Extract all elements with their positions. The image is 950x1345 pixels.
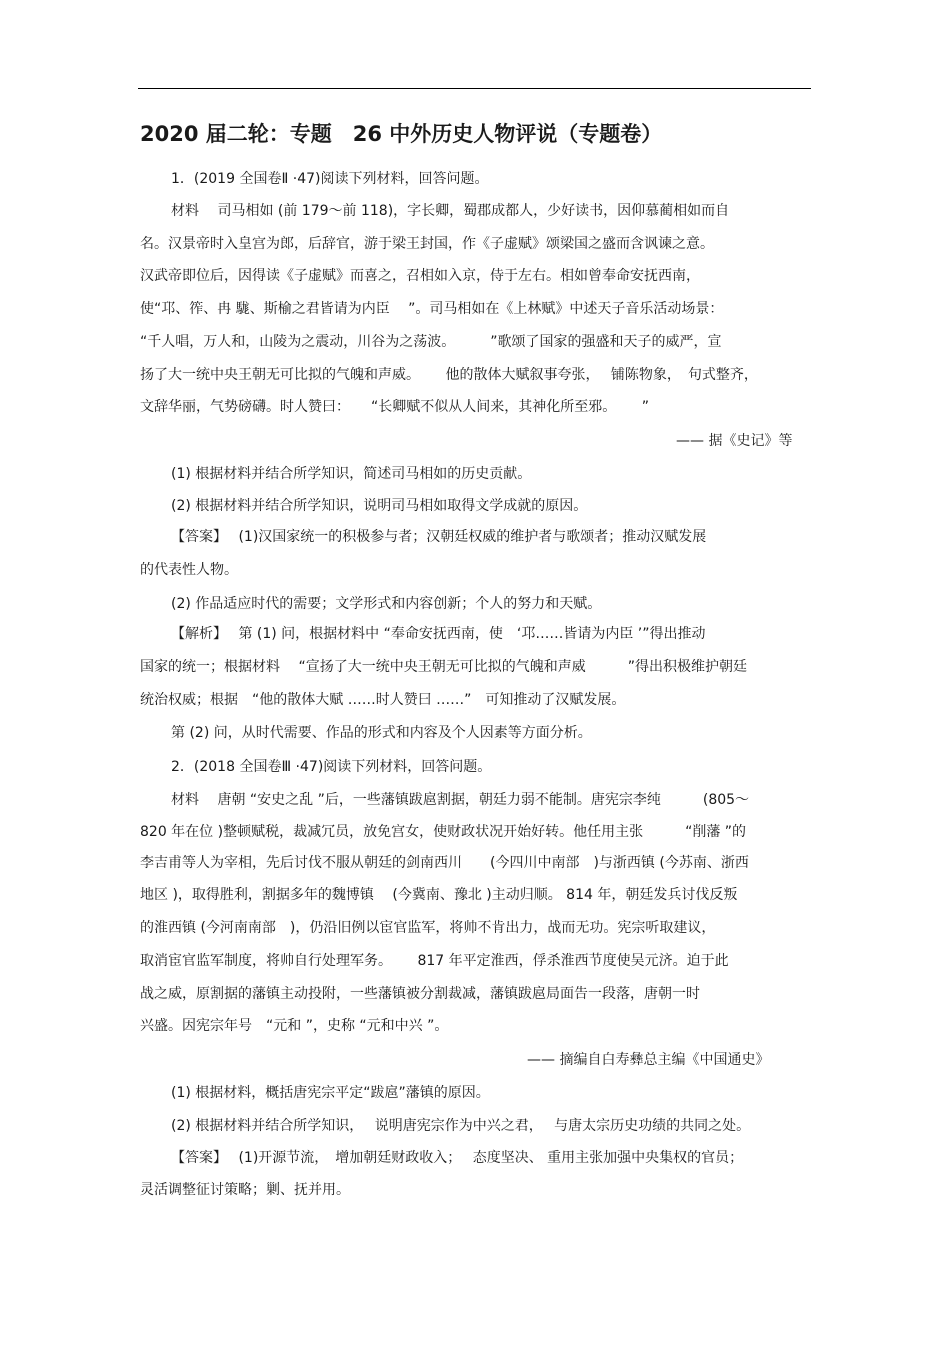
material-1-line: 名。汉景帝时入皇宫为郎，后辞官，游于梁王封国，作《子虚赋》颂梁国之盛而含讽谏之意。 (140, 236, 714, 252)
material-2-line: 的淮西镇 (今河南南部 )，仍沿旧例以宦官监军，将帅不肯出力，战而无功。宪宗听取建议， (140, 920, 716, 936)
answer-2-line: 灵活调整征讨策略；剿、抚并用。 (140, 1182, 350, 1198)
question-1-sub-1: (1) 根据材料并结合所学知识，简述司马相如的历史贡献。 (171, 466, 532, 482)
answer-1-line: 的代表性人物。 (140, 562, 238, 578)
question-2-heading: 2．(2018 全国卷Ⅲ ·47)阅读下列材料，回答问题。 (171, 759, 492, 775)
material-2-line: 取消宦官监军制度，将帅自行处理军务。 817 年平定淮西，俘杀淮西节度使吴元济。迫于此 (140, 953, 729, 969)
question-2-sub-2: (2) 根据材料并结合所学知识， 说明唐宪宗作为中兴之君， 与唐太宗历史功绩的共同之处。 (171, 1118, 751, 1134)
material-1-line: 使“邛、筰、冉 駹、斯榆之君皆请为内臣 ”。司马相如在《上林赋》中述天子音乐活动场景： (140, 301, 724, 317)
answer-1-line: (2) 作品适应时代的需要；文学形式和内容创新；个人的努力和天赋。 (171, 596, 602, 612)
answer-2-line: 【答案】 (1)开源节流， 增加朝廷财政收入； 态度坚决、 重用主张加强中央集权的官员； (171, 1150, 744, 1166)
material-2-line: 820 年在位 )整顿赋税，裁减冗员，放免宫女，使财政状况开始好转。他任用主张 “削藩 ”的 (140, 824, 747, 840)
material-1-line: “千人唱，万人和，山陵为之震动，川谷为之荡波。 ”歌颂了国家的强盛和天子的威严，宣 (140, 334, 722, 350)
material-1-source: —— 据《史记》等 (676, 433, 793, 449)
material-1-line: 汉武帝即位后，因得读《子虚赋》而喜之，召相如入京，侍于左右。相如曾奉命安抚西南， (140, 268, 700, 284)
header-rule (138, 88, 811, 89)
question-1-sub-2: (2) 根据材料并结合所学知识，说明司马相如取得文学成就的原因。 (171, 498, 588, 514)
answer-1-line: 【答案】 (1)汉国家统一的积极参与者；汉朝廷权威的维护者与歌颂者；推动汉赋发展 (171, 529, 707, 545)
material-2-line: 材料 唐朝 “安史之乱 ”后，一些藩镇跋扈割据，朝廷力弱不能制。唐宪宗李纯 (805～ (171, 792, 750, 808)
analysis-1-line: 第 (2) 问，从时代需要、作品的形式和内容及个人因素等方面分析。 (171, 725, 592, 741)
material-1-line: 材料 司马相如 (前 179～前 118)，字长卿，蜀郡成都人，少好读书，因仰慕蔺相如而自 (171, 203, 730, 219)
page-title: 2020 届二轮：专题 26 中外历史人物评说（专题卷） (140, 122, 663, 146)
material-2-line: 战之威，原割据的藩镇主动投附，一些藩镇被分割裁减，藩镇跋扈局面告一段落，唐朝一时 (140, 986, 700, 1002)
question-2-sub-1: (1) 根据材料，概括唐宪宗平定“跋扈”藩镇的原因。 (171, 1085, 490, 1101)
material-2-line: 兴盛。因宪宗年号 “元和 ”，史称 “元和中兴 ”。 (140, 1018, 449, 1034)
material-2-line: 地区 )，取得胜利，割据多年的魏博镇 (今冀南、豫北 )主动归顺。 814 年，朝廷发兵讨伐反叛 (140, 887, 738, 903)
material-2-line: 李吉甫等人为宰相，先后讨伐不服从朝廷的剑南西川 (今四川中南部 )与浙西镇 (今苏南、浙西 (140, 855, 749, 871)
material-2-source: —— 摘编自白寿彝总主编《中国通史》 (527, 1052, 770, 1068)
material-1-line: 扬了大一统中央王朝无可比拟的气魄和声威。 他的散体大赋叙事夸张， 铺陈物象， 句式整齐， (140, 367, 758, 383)
analysis-1-line: 国家的统一；根据材料 “宣扬了大一统中央王朝无可比拟的气魄和声威 ”得出积极维护朝廷 (140, 659, 747, 675)
material-1-line: 文辞华丽，气势磅礴。时人赞曰： “长卿赋不似从人间来，其神化所至邪。 ” (140, 399, 649, 415)
analysis-1-line: 统治权威；根据 “他的散体大赋 ……时人赞曰 ……” 可知推动了汉赋发展。 (140, 692, 626, 708)
analysis-1-line: 【解析】 第 (1) 问，根据材料中 “奉命安抚西南，使 ‘邛……皆请为内臣 ’”得出推动 (171, 626, 706, 642)
question-1-heading: 1．(2019 全国卷Ⅱ ·47)阅读下列材料，回答问题。 (171, 171, 489, 187)
